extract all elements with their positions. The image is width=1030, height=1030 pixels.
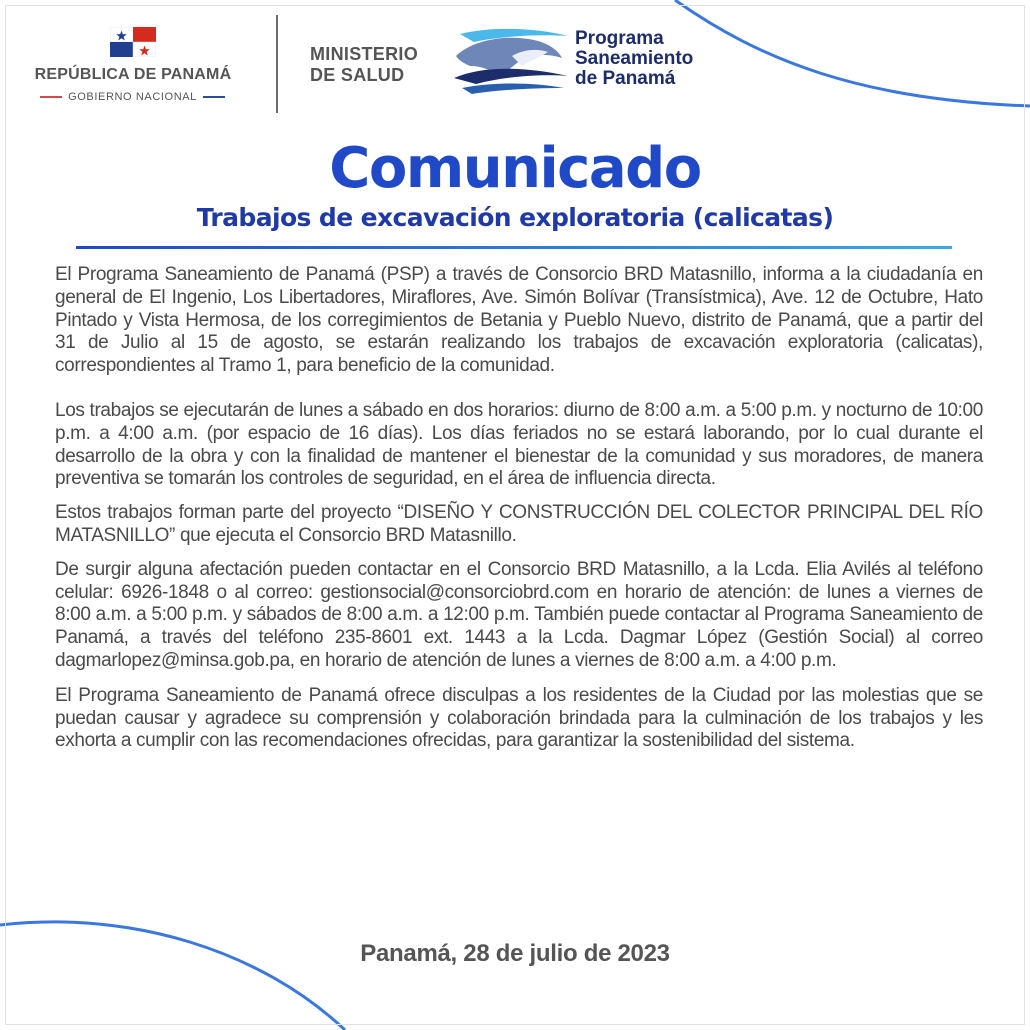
program-logo-text xyxy=(575,29,693,89)
red-rule xyxy=(40,96,62,98)
ministry-name xyxy=(310,44,418,86)
republic-name: REPÚBLICA DE PANAMÁ xyxy=(34,66,232,83)
date-line: Panamá, 28 de julio de 2023 xyxy=(360,940,670,967)
blue-rule xyxy=(203,96,225,98)
program-line-1: Programa xyxy=(575,28,664,49)
program-line-3: de Panamá xyxy=(575,68,676,89)
government-label-row xyxy=(30,90,235,104)
government-label: GOBIERNO NACIONAL xyxy=(68,91,197,103)
paragraph-announcement: El Programa Saneamiento de Panamá (PSP) a través de Consorcio BRD Matasnillo, informa a la ciudadanía en general de El Ingenio, Los Libertadores, Miraflores, Ave. Simón Bolívar (Transístmica), Ave. 12 de Octubre, Hato Pintado y Vista Hermosa, de los corregimientos de Betania y Pueblo Nuevo, distrito de Panamá, que a partir del 31 de Julio al 15 de agosto, se estarán realizando los trabajos de excavación exploratoria (calicatas), correspondientes al Tramo 1, para beneficio de la comunidad. xyxy=(55,264,983,377)
panama-flag-icon xyxy=(110,27,156,57)
paragraph-contact: De surgir alguna afectación pueden contactar en el Consorcio BRD Matasnillo, a la Lcda. Elia Avilés al teléfono celular: 6926-1848 o al correo: gestionsocial@consorciobrd.com en horario de atención: de lunes a viernes de 8:00 a.m. a 5:00 p.m. y sábados de 8:00 a.m. a 12:00 p.m. También puede contactar al Programa Saneamiento de Panamá, a través del teléfono 235-8601 ext. 1443 a la Lcda. Dagmar López (Gestión Social) al correo dagmarlopez@minsa.gob.pa, en horario de atención de lunes a viernes de 8:00 a.m. a 4:00 p.m. xyxy=(55,558,983,671)
paragraph-project: Estos trabajos forman parte del proyecto “DISEÑO Y CONSTRUCCIÓN DEL COLECTOR PRINCIPAL DEL RÍO MATASNILLO” que ejecuta el Consorcio BRD Matasnillo. xyxy=(55,502,983,546)
page-subtitle: Trabajos de excavación exploratoria (calicatas) xyxy=(196,203,834,232)
paragraph-schedule: Los trabajos se ejecutarán de lunes a sábado en dos horarios: diurno de 8:00 a.m. a 5:00 p.m. y nocturno de 10:00 p.m. a 4:00 a.m. (por espacio de 16 días). Los días feriados no se estará laborando, por lo cual durante el desarrollo de la obra y con la finalidad de mantener el bienestar de la comunidad y sus moradores, de manera preventiva se tomarán los controles de seguridad, en el área de influencia directa. xyxy=(55,399,983,490)
title-underline xyxy=(76,246,952,249)
ministry-line-1: MINISTERIO xyxy=(310,44,419,64)
paragraph-apology: El Programa Saneamiento de Panamá ofrece disculpas a los residentes de la Ciudad por las molestias que se puedan causar y agradece su comprensión y colaboración brindada para la culminación de los trabajos y les exhorta a cumplir con las recomendaciones ofrecidas, para garantizar la sostenibilidad del sistema. xyxy=(55,684,983,752)
header-divider xyxy=(276,15,278,113)
program-line-2: Saneamiento xyxy=(575,48,694,69)
dolphin-logo-icon xyxy=(452,26,570,96)
header xyxy=(0,0,1030,130)
ministry-line-2: DE SALUD xyxy=(310,65,405,85)
communique-body xyxy=(55,264,983,753)
page-title: Comunicado xyxy=(329,136,701,201)
